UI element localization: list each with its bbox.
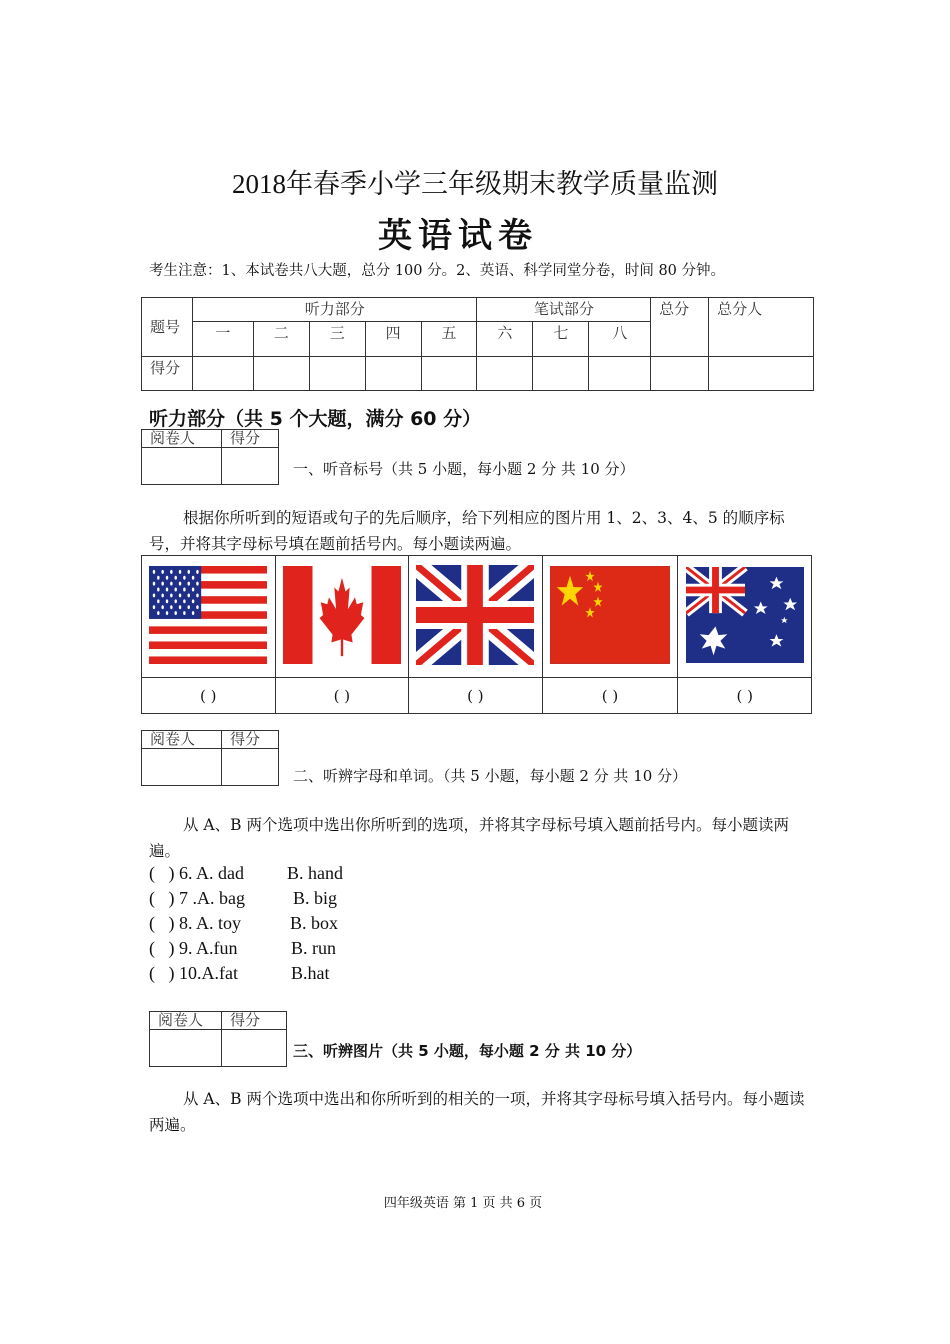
score-table — [141, 297, 814, 391]
score-table-total: 总分 — [651, 298, 709, 357]
usa-flag-icon — [149, 566, 267, 664]
canada-flag-icon — [283, 566, 401, 664]
score-table-scorer: 总分人 — [709, 298, 814, 357]
score-table-listening: 听力部分 — [192, 298, 477, 322]
score-table-num: 一 — [192, 322, 253, 356]
exam-title: 2018年春季小学三年级期末教学质量监测 — [232, 169, 718, 199]
score-table-label-s: 得分 — [142, 356, 193, 390]
q3-instruction: 从 A、B 两个选项中选出和你所听到的相关的一项，并将其字母标号填入括号内。每小题读两遍。 — [149, 1090, 805, 1134]
flag-cell — [678, 556, 812, 678]
score-cell — [651, 356, 709, 390]
flag-table — [141, 555, 812, 714]
australia-flag-icon — [686, 567, 804, 663]
q1-title: 一、听音标号（共 5 小题，每小题 2 分 共 10 分） — [293, 460, 635, 478]
answer-bracket[interactable]: ( ) — [409, 678, 543, 714]
score-cell — [365, 356, 421, 390]
q1-instruction: 根据你所听到的短语或句子的先后顺序，给下列相应的图片用 1、2、3、4、5 的顺序标号，并将其字母标号填在题前括号内。每小题读两遍。 — [149, 509, 785, 553]
answer-bracket[interactable]: ( ) — [142, 678, 276, 714]
score-table-written: 笔试部分 — [477, 298, 651, 322]
score-cell — [309, 356, 365, 390]
q2-title: 二、听辨字母和单词。（共 5 小题，每小题 2 分 共 10 分） — [293, 767, 688, 785]
flag-cell — [409, 556, 543, 678]
score-cell — [192, 356, 253, 390]
q2-instruction: 从 A、B 两个选项中选出你所听到的选项，并将其字母标号填入题前括号内。每小题读两遍。 — [149, 816, 789, 860]
score-cell — [533, 356, 589, 390]
score-table-num: 三 — [309, 322, 365, 356]
score-table-num: 七 — [533, 322, 589, 356]
answer-bracket[interactable]: ( ) — [678, 678, 812, 714]
score-cell — [421, 356, 477, 390]
grader-box: 阅卷人 得分 — [149, 1011, 287, 1067]
exam-notice: 考生注意：1、本试卷共八大题，总分 100 分。2、英语、科学同堂分卷，时间 80 分钟。 — [149, 263, 726, 279]
score-cell — [589, 356, 651, 390]
score-table-num: 五 — [421, 322, 477, 356]
china-flag-icon — [550, 566, 670, 664]
answer-bracket[interactable]: ( ) — [275, 678, 409, 714]
uk-flag-icon — [416, 565, 534, 665]
score-table-label-q: 题号 — [142, 298, 193, 357]
score-cell — [477, 356, 533, 390]
exam-subtitle: 英语试卷 — [378, 216, 538, 256]
flag-cell — [142, 556, 276, 678]
score-table-num: 二 — [253, 322, 309, 356]
grader-box: 阅卷人 得分 — [141, 429, 279, 485]
answer-bracket[interactable]: ( ) — [542, 678, 678, 714]
grader-box: 阅卷人 得分 — [141, 730, 279, 786]
flag-cell — [542, 556, 678, 678]
score-cell — [709, 356, 814, 390]
page-footer: 四年级英语 第 1 页 共 6 页 — [383, 1196, 543, 1211]
score-table-num: 八 — [589, 322, 651, 356]
flag-cell — [275, 556, 409, 678]
score-table-num: 四 — [365, 322, 421, 356]
listening-heading: 听力部分（共 5 个大题，满分 60 分） — [149, 408, 482, 430]
score-table-num: 六 — [477, 322, 533, 356]
q3-title: 三、听辨图片（共 5 小题，每小题 2 分 共 10 分） — [293, 1042, 642, 1060]
score-cell — [253, 356, 309, 390]
